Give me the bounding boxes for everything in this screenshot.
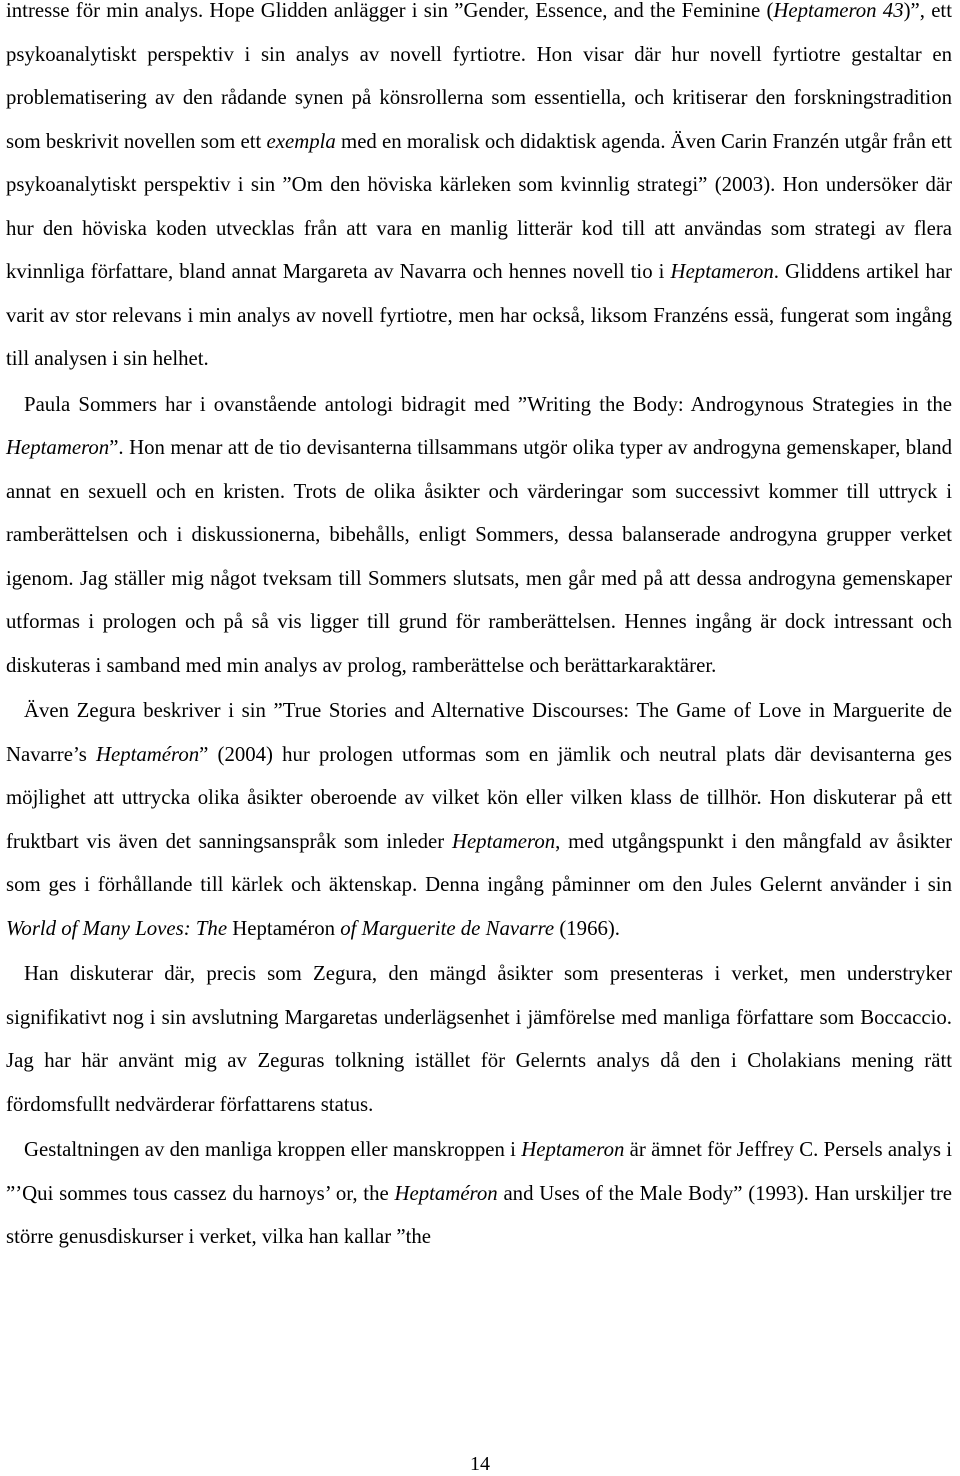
- paragraph-1: [6, 0, 952, 381]
- text-run: ”. Hon menar att de tio devisanterna tillsammans utgör olika typer av androgyna gemenskaper, bland annat en sexuell och en kristen. Trots de olika åsikter och värderingar som successivt kommer till uttryck i ramberättelsen och i diskussionerna, bibehålls, enligt Sommers, dessa balanserade androgyna grupper verket igenom. Jag ställer mig något tveksam till Sommers slutsats, men går med på att dessa androgyna gemenskaper utformas i prologen och på så vis ligger till grund för ramberättelsen. Hennes ingång är dock intressant och diskuteras i samband med min analys av prolog, ramberättelse och berättarkaraktärer.: [6, 436, 952, 677]
- italic-text-run: Heptameron: [451, 829, 556, 853]
- text-run: ” (2004) hur prologen utformas som en jämlik och neutral plats där devisanterna ges möjlighet att uttrycka olika åsikter oberoende av vilket kön eller vilken klass de tillhör. Hon diskuterar på ett fruktbart vis även det sanningsanspråk som inleder: [6, 742, 952, 853]
- text-run: , med utgångspunkt i den mångfald av åsikter som ges i förhållande till kärlek och äktenskap. Denna ingång påminner om den Jules Gelernt använder i sin: [6, 829, 952, 896]
- italic-text-run: Heptameron 43: [773, 0, 904, 22]
- text-run: )”, ett psykoanalytiskt perspektiv i sin analys av novell fyrtiotre. Hon visar där hur novell fyrtiotre gestaltar en problematisering av den rådande synen på könsrollerna som essentiella, och kritiserar den forskningstradition som beskrivit novellen som ett: [6, 0, 952, 153]
- text-run: med en moralisk och didaktisk agenda. Även Carin Franzén utgår från ett psykoanalytiskt perspektiv i sin ”Om den höviska kärleken som kvinnlig strategi” (2003). Hon undersöker där hur den höviska koden utvecklas från att vara en manlig litterär kod till att användas som strategi av flera kvinnliga författare, bland annat Margareta av Navarra och hennes novell tio i: [6, 129, 953, 283]
- text-run: Heptaméron: [227, 916, 341, 940]
- text-run: Gestaltningen av den manliga kroppen eller manskroppen i: [24, 1138, 522, 1161]
- page-number: 14: [470, 1453, 490, 1475]
- paragraph-2: [6, 383, 952, 688]
- body-text: [6, 0, 952, 1259]
- text-run: . Gliddens artikel har varit av stor relevans i min analys av novell fyrtiotre, men har också, liksom Franzéns essä, fungerat som ingång till analysen i sin helhet.: [6, 260, 952, 370]
- text-run: är ämnet för Jeffrey C. Persels analys i ”’Qui sommes tous cassez du harnoys’ or, the: [6, 1138, 952, 1205]
- italic-text-run: exempla: [266, 129, 336, 153]
- text-run: Paula Sommers har i ovanstående antologi bidragit med ”Writing the Body: Androgynous Strategies in the: [24, 392, 952, 416]
- italic-text-run: Heptaméron: [394, 1181, 498, 1205]
- document-page: [6, 0, 952, 1261]
- paragraph-3: [6, 689, 952, 950]
- text-run: (1966).: [554, 916, 620, 940]
- text-run: Även Zegura beskriver i sin ”True Stories and Alternative Discourses: The Game of Love in Marguerite de Navarre’s: [6, 699, 952, 766]
- text-run: Han diskuterar där, precis som Zegura, den mängd åsikter som presenteras i verket, men understryker signifikativt nog i sin avslutning Margaretas underlägsenhet i jämförelse med manliga författare som Boccaccio. Jag har här använt mig av Zeguras tolkning istället för Gelernts analys då den i Cholakians mening rätt fördomsfullt nedvärderar författarens status.: [6, 962, 952, 1116]
- text-run: intresse för min analys. Hope Glidden anlägger i sin ”Gender, Essence, and the Feminine (: [6, 0, 774, 22]
- italic-text-run: Heptameron: [521, 1138, 625, 1161]
- paragraph-5: [6, 1128, 952, 1259]
- italic-text-run: World of Many Loves: The: [6, 916, 228, 940]
- text-run: and Uses of the Male Body” (1993). Han urskiljer tre större genusdiskurser i verket, vilka han kallar ”the: [6, 1181, 953, 1248]
- paragraph-4: [6, 952, 952, 1126]
- italic-text-run: of Marguerite de Navarre: [340, 916, 555, 940]
- italic-text-run: Heptaméron: [95, 742, 200, 766]
- italic-text-run: Heptameron: [6, 436, 110, 459]
- italic-text-run: Heptameron: [670, 260, 774, 283]
